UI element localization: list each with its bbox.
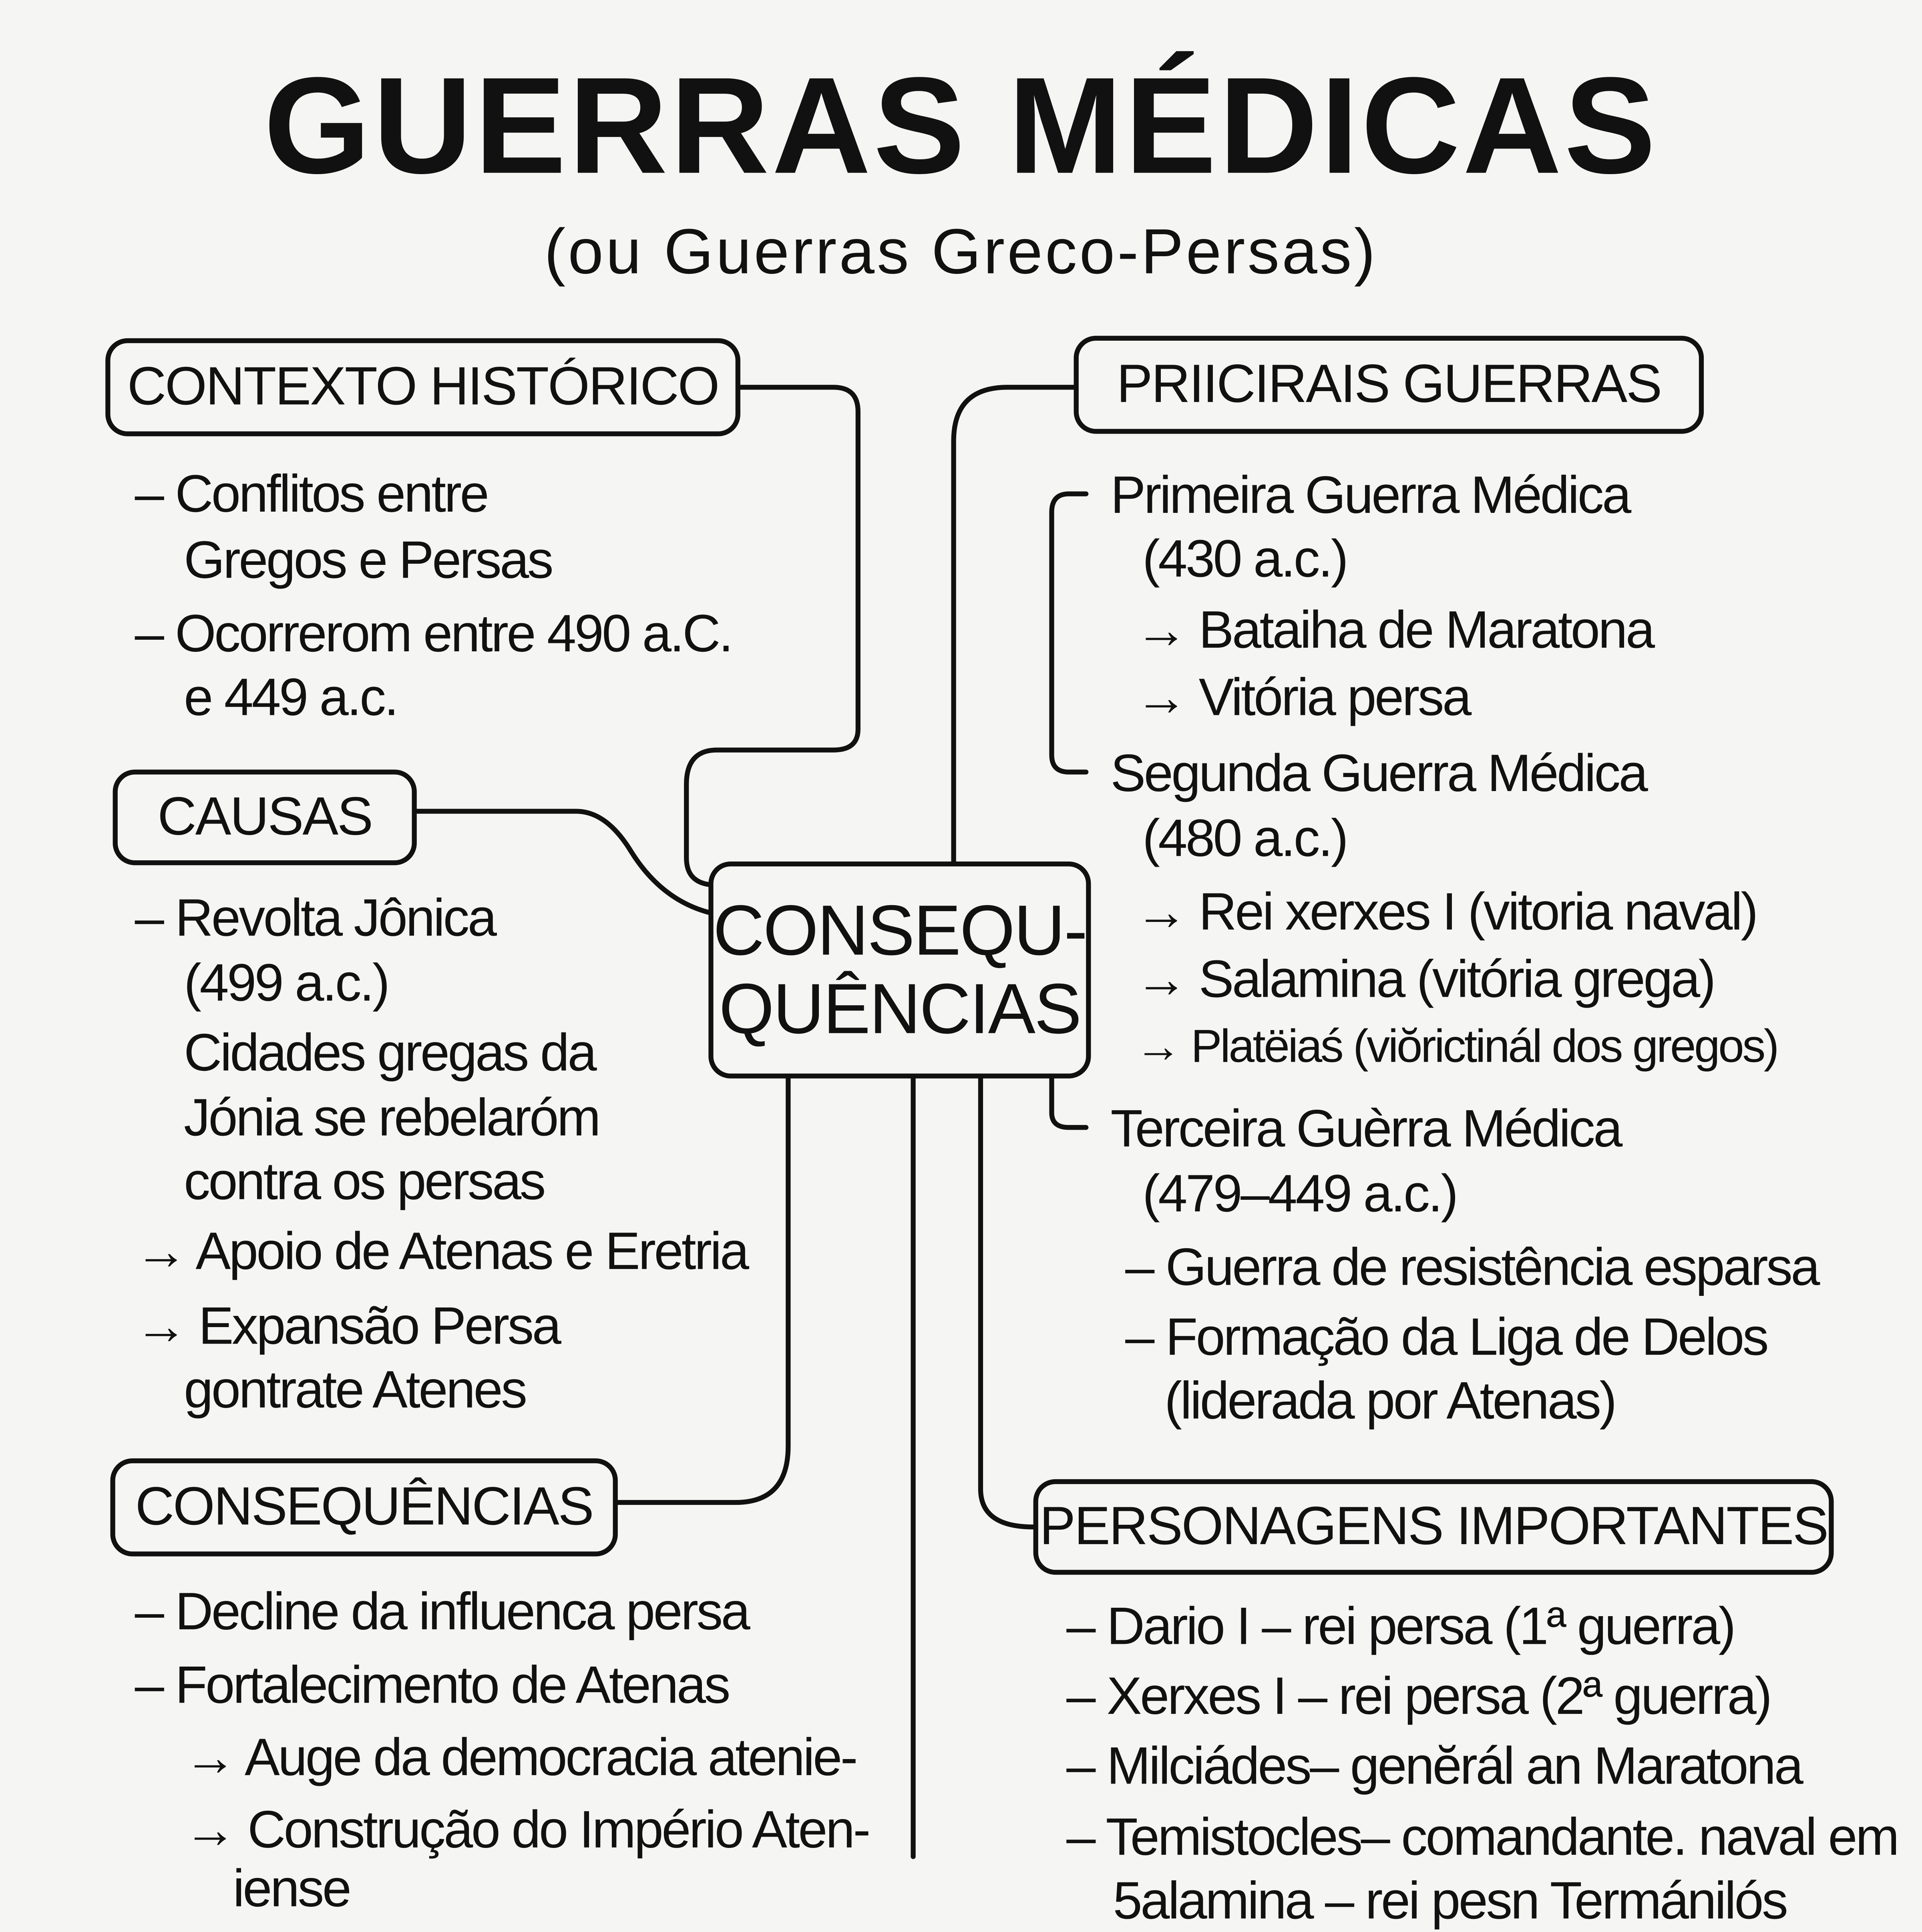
guerras-heading: PRIICIRAIS GUERRAS [1074,336,1704,434]
causas-line: contra os persas [184,1153,544,1211]
causas-line: → Expansão Persa [135,1297,560,1356]
contexto-line: – Ocorrerom entre 490 a.C. [135,605,732,664]
guerras-line: → Bataiha de Maratona [1135,601,1653,660]
page-title: GUERRAS MÉDICAS [263,49,1659,203]
contexto-line: e 449 a.c. [184,668,397,727]
contexto-heading: CONTEXTO HISTÓRICO [105,338,740,436]
center-line: QUÊNCIAS [719,968,1081,1048]
guerras-line: (430 a.c.) [1142,530,1347,589]
causas-heading: CAUSAS [113,769,417,865]
causas-line: Jónia se rebelaróm [184,1089,599,1148]
causas-line: → Apoio de Atenas e Eretria [135,1222,748,1281]
consequencias-line: – Fortalecimento de Atenas [135,1656,729,1715]
guerras-line: Primeira Guerra Médica [1110,466,1630,525]
causas-line: – Revolta Jônica [135,889,495,948]
guerras-line: → Salamina (vitória grega) [1135,950,1714,1009]
bracket-primeira [1052,494,1086,772]
consequencias-line: iense [233,1860,350,1919]
causas-line: gontrate Atenes [184,1361,526,1420]
consequencias-heading: CONSEQUÊNCIAS [111,1458,618,1556]
personagens-line: – Xerxes I – rei persa (2ª guerra) [1066,1667,1771,1726]
causas-line: (499 a.c.) [184,954,388,1013]
guerras-line: (480 a.c.) [1142,809,1347,868]
guerras-line: (liderada por Atenas) [1164,1372,1615,1431]
consequencias-line: – Decline da influenca persa [135,1583,749,1642]
personagens-line: 5alamina – rei pesn Termánilós [1113,1872,1787,1931]
guerras-line: → Rei xerxes I (vitoria naval) [1135,883,1757,942]
guerras-line: → Platëiaś (viŏrictinál dos gregos) [1135,1021,1777,1073]
guerras-line: Segunda Guerra Médica [1110,744,1647,803]
connector-personagens [981,1078,1033,1527]
center-line: CONSEQU- [713,890,1087,970]
guerras-line: – Guerra de resistência esparsa [1125,1238,1818,1297]
guerras-line: (479–449 a.c.) [1142,1165,1457,1224]
bracket-terceira [1052,1078,1086,1127]
guerras-line: Terceira Guèrra Médica [1110,1100,1621,1159]
guerras-line: → Vitória persa [1135,668,1470,727]
guerras-line: – Formação da Liga de Delos [1125,1308,1767,1367]
connector-consequencias [618,1078,788,1502]
personagens-line: – Milciádes– genĕrál an Maratona [1066,1737,1802,1796]
contexto-line: – Conflitos entre [135,465,488,524]
center-node [708,862,1091,1078]
connector-guerras [954,387,1074,862]
personagens-heading: PERSONAGENS IMPORTANTES [1033,1479,1834,1575]
contexto-line: Gregos e Persas [184,531,552,590]
consequencias-line: → Auge da democracia atenie- [184,1728,856,1787]
personagens-line: – Temistocles– comandante. naval em [1066,1808,1898,1867]
causas-line: Cidades gregas da [184,1024,595,1083]
page-subtitle: (ou Guerras Greco-Persas) [544,217,1378,288]
personagens-line: – Dario I – rei persa (1ª guerra) [1066,1597,1734,1657]
consequencias-line: → Construção do Império Aten- [184,1801,869,1860]
